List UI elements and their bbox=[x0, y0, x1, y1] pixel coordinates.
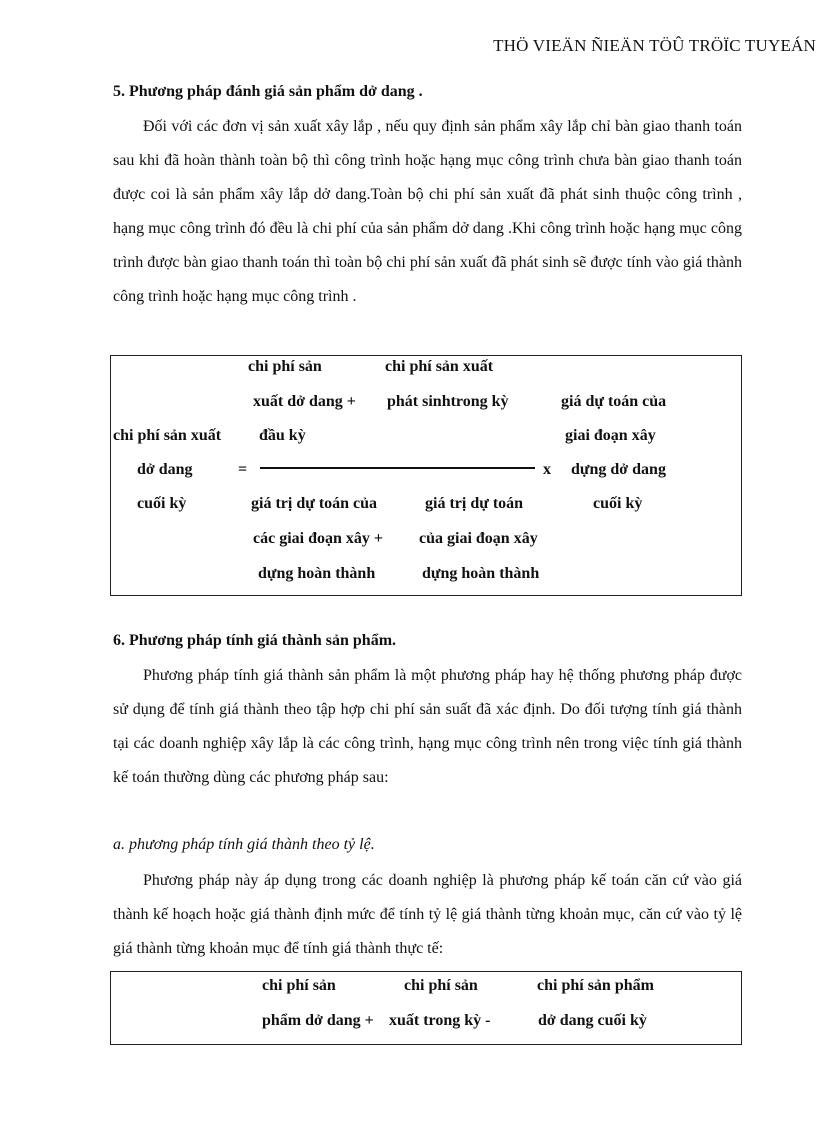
formula-rhs-line3: dựng dở dang bbox=[571, 461, 666, 478]
formula-den-term1-line2: các giai đoạn xây + bbox=[253, 530, 384, 547]
subsection-a-heading: a. phương pháp tính giá thành theo tỷ lệ. bbox=[113, 836, 375, 853]
formula-num-term1-line1: chi phí sản bbox=[248, 358, 322, 375]
formula-rhs-line1: giá dự toán của bbox=[561, 393, 667, 410]
formula2-col3-line2: dở dang cuối kỳ bbox=[538, 1012, 647, 1029]
formula-lhs-line3: cuối kỳ bbox=[137, 495, 187, 512]
section-5-paragraph: Đối với các đơn vị sản xuất xây lắp , nếu quy định sản phẩm xây lắp chỉ bàn giao thanh toán sau khi đã hoàn thành toàn bộ thì công trình hoặc hạng mục công trình chưa bàn giao thanh toán được coi là sản phẩm xây lắp dở dang.Toàn bộ chi phí sản xuất đã phát sinh thuộc công trình , hạng mục công trình đó đều là chi phí của sản phẩm dở dang .Khi công trình hoặc hạng mục công trình được bàn giao thanh toán thì toàn bộ chi phí sản xuất đã phát sinh sẽ được tính vào giá thành công trình hoặc hạng mục công trình . bbox=[113, 118, 742, 305]
formula-den-term2-line2: của giai đoạn xây bbox=[419, 530, 538, 547]
formula2-col2-line1: chi phí sản bbox=[404, 977, 478, 994]
formula-lhs-line2: dở dang bbox=[137, 461, 193, 478]
formula-den-term1-line3: dựng hoàn thành bbox=[258, 565, 376, 582]
formula-times-sign: x bbox=[543, 461, 551, 478]
formula2-col3-line1: chi phí sản phẩm bbox=[537, 977, 654, 994]
formula2-col2-line2: xuất trong kỳ - bbox=[389, 1012, 491, 1029]
section-6-paragraph: Phương pháp tính giá thành sản phẩm là một phương pháp hay hệ thống phương pháp được sử dụng để tính giá thành theo tập hợp chi phí sản suất đã xác định. Do đối tượng tính giá thành tại các doanh nghiệp xây lắp là các công trình, hạng mục công trình nên trong việc tính giá thành kế toán thường dùng các phương pháp sau: bbox=[113, 667, 742, 786]
section-5-heading: 5. Phương pháp đánh giá sản phẩm dở dang . bbox=[113, 83, 423, 100]
formula-num-term2-line2: phát sinhtrong kỳ bbox=[387, 393, 509, 410]
formula-equals-sign: = bbox=[238, 461, 248, 478]
section-6-heading: 6. Phương pháp tính giá thành sản phẩm. bbox=[113, 632, 397, 649]
subsection-a-paragraph: Phương pháp này áp dụng trong các doanh nghiệp là phương pháp kế toán căn cứ vào giá thành kế hoạch hoặc giá thành định mức để tính tỷ lệ giá thành từng khoản mục, căn cứ vào tỷ lệ giá thành từng khoản mục để tính giá thành thực tế: bbox=[113, 872, 742, 957]
formula2-col1-line1: chi phí sản bbox=[262, 977, 336, 994]
formula-rhs-line4: cuối kỳ bbox=[593, 495, 643, 512]
formula-num-term1-line2: xuất dở dang + bbox=[253, 393, 356, 410]
formula2-col1-line2: phẩm dở dang + bbox=[262, 1012, 374, 1029]
formula-lhs-line1: chi phí sản xuất bbox=[113, 427, 222, 444]
formula-num-term2-line1: chi phí sản xuất bbox=[385, 358, 494, 375]
page-header: THÖ VIEÄN ÑIEÄN TÖÛ TRÖÏC TUYEÁN bbox=[493, 36, 816, 55]
formula-fraction-line bbox=[260, 467, 535, 469]
formula-den-term2-line3: dựng hoàn thành bbox=[422, 565, 540, 582]
formula-rhs-line2: giai đoạn xây bbox=[565, 427, 656, 444]
formula-den-term2-line1: giá trị dự toán bbox=[425, 495, 524, 512]
formula-num-term1-line3: đầu kỳ bbox=[259, 427, 306, 444]
formula-den-term1-line1: giá trị dự toán của bbox=[251, 495, 378, 512]
